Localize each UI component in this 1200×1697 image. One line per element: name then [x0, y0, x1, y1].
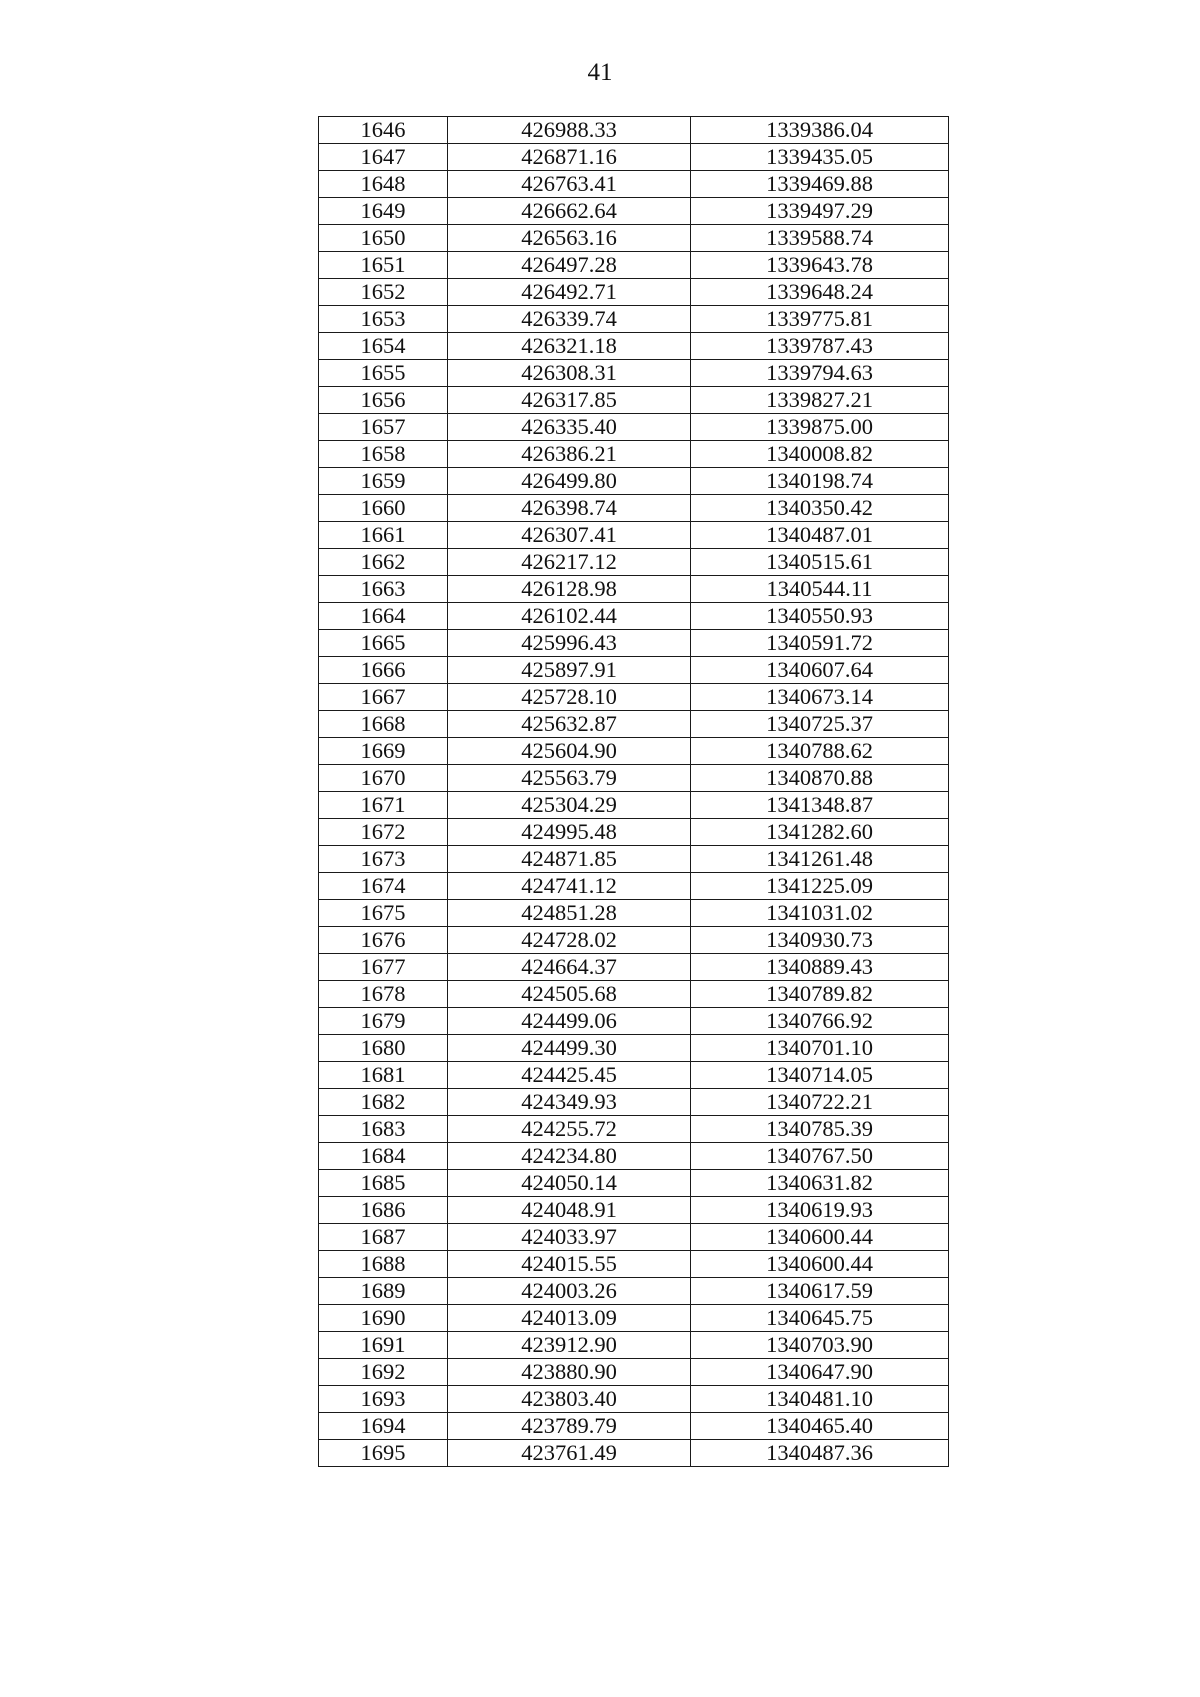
point-number-cell: 1680 — [319, 1035, 448, 1062]
coordinates-table — [318, 116, 949, 1467]
y-coordinate-cell: 1340487.01 — [691, 522, 949, 549]
table-row — [319, 873, 949, 900]
table-row — [319, 1386, 949, 1413]
point-number-cell: 1649 — [319, 198, 448, 225]
y-coordinate-cell: 1340544.11 — [691, 576, 949, 603]
y-coordinate-cell: 1340785.39 — [691, 1116, 949, 1143]
point-number-cell: 1681 — [319, 1062, 448, 1089]
y-coordinate-cell: 1340008.82 — [691, 441, 949, 468]
y-coordinate-cell: 1340725.37 — [691, 711, 949, 738]
table-row — [319, 765, 949, 792]
point-number-cell: 1672 — [319, 819, 448, 846]
y-coordinate-cell: 1340591.72 — [691, 630, 949, 657]
y-coordinate-cell: 1340647.90 — [691, 1359, 949, 1386]
table-row — [319, 387, 949, 414]
y-coordinate-cell: 1340767.50 — [691, 1143, 949, 1170]
y-coordinate-cell: 1340930.73 — [691, 927, 949, 954]
point-number-cell: 1656 — [319, 387, 448, 414]
table-row — [319, 792, 949, 819]
y-coordinate-cell: 1340600.44 — [691, 1224, 949, 1251]
point-number-cell: 1647 — [319, 144, 448, 171]
y-coordinate-cell: 1340617.59 — [691, 1278, 949, 1305]
y-coordinate-cell: 1339827.21 — [691, 387, 949, 414]
point-number-cell: 1655 — [319, 360, 448, 387]
x-coordinate-cell: 426563.16 — [448, 225, 691, 252]
table-row — [319, 360, 949, 387]
page-number: 41 — [587, 59, 613, 86]
table-row — [319, 522, 949, 549]
table-row — [319, 927, 949, 954]
point-number-cell: 1692 — [319, 1359, 448, 1386]
table-row — [319, 1197, 949, 1224]
y-coordinate-cell: 1340870.88 — [691, 765, 949, 792]
table-row — [319, 1035, 949, 1062]
y-coordinate-cell: 1340645.75 — [691, 1305, 949, 1332]
x-coordinate-cell: 425632.87 — [448, 711, 691, 738]
table-row — [319, 468, 949, 495]
x-coordinate-cell: 426308.31 — [448, 360, 691, 387]
y-coordinate-cell: 1339775.81 — [691, 306, 949, 333]
x-coordinate-cell: 426497.28 — [448, 252, 691, 279]
x-coordinate-cell: 426307.41 — [448, 522, 691, 549]
table-row — [319, 1413, 949, 1440]
table-row — [319, 954, 949, 981]
y-coordinate-cell: 1340631.82 — [691, 1170, 949, 1197]
point-number-cell: 1675 — [319, 900, 448, 927]
point-number-cell: 1646 — [319, 117, 448, 144]
table-row — [319, 1143, 949, 1170]
point-number-cell: 1674 — [319, 873, 448, 900]
point-number-cell: 1669 — [319, 738, 448, 765]
x-coordinate-cell: 425897.91 — [448, 657, 691, 684]
y-coordinate-cell: 1339648.24 — [691, 279, 949, 306]
x-coordinate-cell: 425996.43 — [448, 630, 691, 657]
point-number-cell: 1677 — [319, 954, 448, 981]
point-number-cell: 1691 — [319, 1332, 448, 1359]
table-row — [319, 414, 949, 441]
y-coordinate-cell: 1340550.93 — [691, 603, 949, 630]
point-number-cell: 1648 — [319, 171, 448, 198]
point-number-cell: 1673 — [319, 846, 448, 873]
x-coordinate-cell: 424741.12 — [448, 873, 691, 900]
x-coordinate-cell: 424505.68 — [448, 981, 691, 1008]
x-coordinate-cell: 424425.45 — [448, 1062, 691, 1089]
point-number-cell: 1683 — [319, 1116, 448, 1143]
point-number-cell: 1676 — [319, 927, 448, 954]
point-number-cell: 1662 — [319, 549, 448, 576]
table-row — [319, 657, 949, 684]
y-coordinate-cell: 1339794.63 — [691, 360, 949, 387]
x-coordinate-cell: 426128.98 — [448, 576, 691, 603]
y-coordinate-cell: 1340465.40 — [691, 1413, 949, 1440]
point-number-cell: 1685 — [319, 1170, 448, 1197]
y-coordinate-cell: 1339386.04 — [691, 117, 949, 144]
point-number-cell: 1668 — [319, 711, 448, 738]
table-row — [319, 495, 949, 522]
table-row — [319, 1332, 949, 1359]
point-number-cell: 1678 — [319, 981, 448, 1008]
y-coordinate-cell: 1339497.29 — [691, 198, 949, 225]
table-row — [319, 1224, 949, 1251]
table-row — [319, 1251, 949, 1278]
point-number-cell: 1657 — [319, 414, 448, 441]
table-row — [319, 1116, 949, 1143]
point-number-cell: 1670 — [319, 765, 448, 792]
y-coordinate-cell: 1340600.44 — [691, 1251, 949, 1278]
x-coordinate-cell: 426217.12 — [448, 549, 691, 576]
table-row — [319, 738, 949, 765]
table-row — [319, 198, 949, 225]
x-coordinate-cell: 426988.33 — [448, 117, 691, 144]
table-row — [319, 1305, 949, 1332]
x-coordinate-cell: 423803.40 — [448, 1386, 691, 1413]
x-coordinate-cell: 425563.79 — [448, 765, 691, 792]
table-row — [319, 1008, 949, 1035]
x-coordinate-cell: 426386.21 — [448, 441, 691, 468]
x-coordinate-cell: 424003.26 — [448, 1278, 691, 1305]
table-row — [319, 279, 949, 306]
table-row — [319, 117, 949, 144]
x-coordinate-cell: 424255.72 — [448, 1116, 691, 1143]
point-number-cell: 1686 — [319, 1197, 448, 1224]
x-coordinate-cell: 424015.55 — [448, 1251, 691, 1278]
y-coordinate-cell: 1339875.00 — [691, 414, 949, 441]
table-row — [319, 441, 949, 468]
y-coordinate-cell: 1340481.10 — [691, 1386, 949, 1413]
point-number-cell: 1671 — [319, 792, 448, 819]
table-row — [319, 603, 949, 630]
x-coordinate-cell: 423761.49 — [448, 1440, 691, 1467]
point-number-cell: 1682 — [319, 1089, 448, 1116]
point-number-cell: 1658 — [319, 441, 448, 468]
x-coordinate-cell: 424871.85 — [448, 846, 691, 873]
table-row — [319, 900, 949, 927]
table-row — [319, 576, 949, 603]
table-row — [319, 1440, 949, 1467]
table-row — [319, 1089, 949, 1116]
table-row — [319, 630, 949, 657]
y-coordinate-cell: 1340701.10 — [691, 1035, 949, 1062]
x-coordinate-cell: 424349.93 — [448, 1089, 691, 1116]
x-coordinate-cell: 426102.44 — [448, 603, 691, 630]
point-number-cell: 1688 — [319, 1251, 448, 1278]
table-row — [319, 846, 949, 873]
point-number-cell: 1695 — [319, 1440, 448, 1467]
point-number-cell: 1687 — [319, 1224, 448, 1251]
x-coordinate-cell: 426763.41 — [448, 171, 691, 198]
x-coordinate-cell: 426492.71 — [448, 279, 691, 306]
y-coordinate-cell: 1340889.43 — [691, 954, 949, 981]
x-coordinate-cell: 424851.28 — [448, 900, 691, 927]
y-coordinate-cell: 1340722.21 — [691, 1089, 949, 1116]
y-coordinate-cell: 1341031.02 — [691, 900, 949, 927]
point-number-cell: 1650 — [319, 225, 448, 252]
point-number-cell: 1661 — [319, 522, 448, 549]
point-number-cell: 1693 — [319, 1386, 448, 1413]
x-coordinate-cell: 426321.18 — [448, 333, 691, 360]
table-row — [319, 333, 949, 360]
y-coordinate-cell: 1341348.87 — [691, 792, 949, 819]
table-row — [319, 981, 949, 1008]
x-coordinate-cell: 424728.02 — [448, 927, 691, 954]
table-row — [319, 225, 949, 252]
table-row — [319, 819, 949, 846]
x-coordinate-cell: 424499.30 — [448, 1035, 691, 1062]
y-coordinate-cell: 1340788.62 — [691, 738, 949, 765]
table-row — [319, 549, 949, 576]
y-coordinate-cell: 1341225.09 — [691, 873, 949, 900]
x-coordinate-cell: 424995.48 — [448, 819, 691, 846]
point-number-cell: 1659 — [319, 468, 448, 495]
point-number-cell: 1664 — [319, 603, 448, 630]
table-row — [319, 306, 949, 333]
y-coordinate-cell: 1341282.60 — [691, 819, 949, 846]
point-number-cell: 1651 — [319, 252, 448, 279]
y-coordinate-cell: 1340350.42 — [691, 495, 949, 522]
x-coordinate-cell: 426662.64 — [448, 198, 691, 225]
table-row — [319, 144, 949, 171]
x-coordinate-cell: 425304.29 — [448, 792, 691, 819]
y-coordinate-cell: 1340703.90 — [691, 1332, 949, 1359]
table-row — [319, 711, 949, 738]
point-number-cell: 1663 — [319, 576, 448, 603]
y-coordinate-cell: 1339787.43 — [691, 333, 949, 360]
x-coordinate-cell: 426871.16 — [448, 144, 691, 171]
x-coordinate-cell: 423912.90 — [448, 1332, 691, 1359]
table-row — [319, 1359, 949, 1386]
y-coordinate-cell: 1340673.14 — [691, 684, 949, 711]
y-coordinate-cell: 1340198.74 — [691, 468, 949, 495]
x-coordinate-cell: 424050.14 — [448, 1170, 691, 1197]
point-number-cell: 1652 — [319, 279, 448, 306]
x-coordinate-cell: 426398.74 — [448, 495, 691, 522]
table-row — [319, 684, 949, 711]
x-coordinate-cell: 426499.80 — [448, 468, 691, 495]
point-number-cell: 1679 — [319, 1008, 448, 1035]
point-number-cell: 1690 — [319, 1305, 448, 1332]
point-number-cell: 1665 — [319, 630, 448, 657]
point-number-cell: 1694 — [319, 1413, 448, 1440]
x-coordinate-cell: 424048.91 — [448, 1197, 691, 1224]
point-number-cell: 1689 — [319, 1278, 448, 1305]
coordinates-table-body — [319, 117, 949, 1467]
x-coordinate-cell: 424013.09 — [448, 1305, 691, 1332]
x-coordinate-cell: 424499.06 — [448, 1008, 691, 1035]
x-coordinate-cell: 426339.74 — [448, 306, 691, 333]
y-coordinate-cell: 1341261.48 — [691, 846, 949, 873]
x-coordinate-cell: 423789.79 — [448, 1413, 691, 1440]
y-coordinate-cell: 1340714.05 — [691, 1062, 949, 1089]
table-row — [319, 171, 949, 198]
point-number-cell: 1666 — [319, 657, 448, 684]
y-coordinate-cell: 1340619.93 — [691, 1197, 949, 1224]
point-number-cell: 1667 — [319, 684, 448, 711]
table-row — [319, 1062, 949, 1089]
x-coordinate-cell: 426335.40 — [448, 414, 691, 441]
y-coordinate-cell: 1340515.61 — [691, 549, 949, 576]
point-number-cell: 1654 — [319, 333, 448, 360]
x-coordinate-cell: 424664.37 — [448, 954, 691, 981]
x-coordinate-cell: 425728.10 — [448, 684, 691, 711]
y-coordinate-cell: 1340766.92 — [691, 1008, 949, 1035]
y-coordinate-cell: 1339435.05 — [691, 144, 949, 171]
table-row — [319, 252, 949, 279]
table-row — [319, 1278, 949, 1305]
x-coordinate-cell: 424234.80 — [448, 1143, 691, 1170]
x-coordinate-cell: 423880.90 — [448, 1359, 691, 1386]
x-coordinate-cell: 425604.90 — [448, 738, 691, 765]
y-coordinate-cell: 1339588.74 — [691, 225, 949, 252]
x-coordinate-cell: 424033.97 — [448, 1224, 691, 1251]
y-coordinate-cell: 1340789.82 — [691, 981, 949, 1008]
table-row — [319, 1170, 949, 1197]
point-number-cell: 1684 — [319, 1143, 448, 1170]
y-coordinate-cell: 1339469.88 — [691, 171, 949, 198]
x-coordinate-cell: 426317.85 — [448, 387, 691, 414]
point-number-cell: 1653 — [319, 306, 448, 333]
y-coordinate-cell: 1340487.36 — [691, 1440, 949, 1467]
y-coordinate-cell: 1339643.78 — [691, 252, 949, 279]
point-number-cell: 1660 — [319, 495, 448, 522]
y-coordinate-cell: 1340607.64 — [691, 657, 949, 684]
